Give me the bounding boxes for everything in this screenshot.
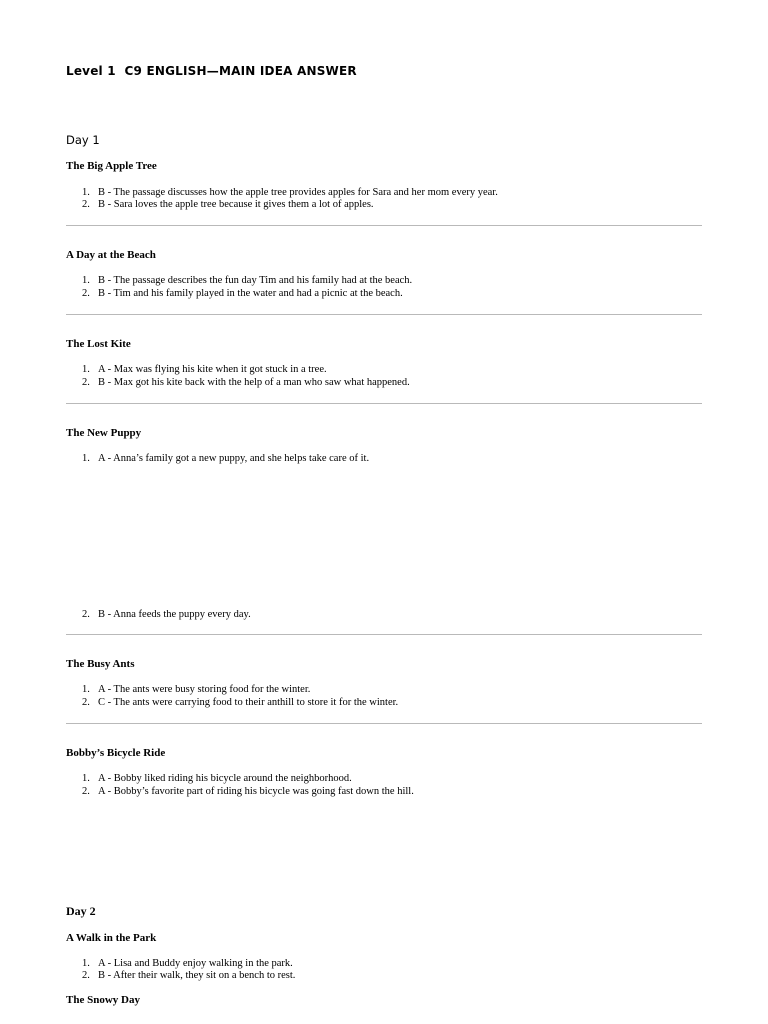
section-title: The Big Apple Tree bbox=[66, 160, 157, 172]
item-text: B - The passage describes the fun day Tim and his family had at the beach. bbox=[98, 275, 413, 286]
section-title: Bobby’s Bicycle Ride bbox=[66, 747, 166, 759]
item-text: A - Bobby’s favorite part of riding his bicycle was going fast down the hill. bbox=[98, 786, 414, 797]
section-title: The Busy Ants bbox=[66, 658, 135, 670]
item-text: B - The passage discusses how the apple tree provides apples for Sara and her mom every year. bbox=[98, 187, 498, 198]
item-number: 1. bbox=[82, 958, 90, 969]
item-text: B - Max got his kite back with the help of a man who saw what happened. bbox=[98, 377, 410, 388]
item-number: 2. bbox=[82, 697, 90, 708]
answer-item bbox=[82, 377, 410, 388]
section-divider bbox=[66, 314, 702, 315]
answer-item bbox=[82, 364, 327, 375]
item-text: B - After their walk, they sit on a bench to rest. bbox=[98, 970, 296, 981]
answer-item bbox=[82, 786, 414, 797]
section-title: The New Puppy bbox=[66, 427, 142, 439]
section-divider bbox=[66, 723, 702, 724]
answer-item bbox=[82, 453, 369, 464]
item-number: 2. bbox=[82, 288, 90, 299]
document-title: Level 1 C9 ENGLISH—MAIN IDEA ANSWER bbox=[66, 64, 357, 78]
answer-item bbox=[82, 684, 310, 695]
section-title: The Snowy Day bbox=[66, 994, 140, 1006]
item-number: 1. bbox=[82, 187, 90, 198]
item-number: 1. bbox=[82, 364, 90, 375]
item-number: 1. bbox=[82, 773, 90, 784]
item-number: 2. bbox=[82, 609, 90, 620]
item-number: 2. bbox=[82, 786, 90, 797]
item-number: 2. bbox=[82, 199, 90, 210]
item-number: 2. bbox=[82, 970, 90, 981]
item-text: A - Bobby liked riding his bicycle around the neighborhood. bbox=[98, 773, 352, 784]
answer-item bbox=[82, 199, 374, 210]
section-divider bbox=[66, 634, 702, 635]
section-title: A Day at the Beach bbox=[66, 249, 156, 261]
item-text: A - Max was flying his kite when it got stuck in a tree. bbox=[98, 364, 327, 375]
section-divider bbox=[66, 403, 702, 404]
item-text: B - Tim and his family played in the water and had a picnic at the beach. bbox=[98, 288, 403, 299]
section-title: The Lost Kite bbox=[66, 338, 131, 350]
answer-item bbox=[82, 958, 293, 969]
item-text: A - Lisa and Buddy enjoy walking in the park. bbox=[98, 958, 293, 969]
day-1-heading: Day 1 bbox=[66, 133, 100, 147]
answer-item bbox=[82, 970, 295, 981]
item-number: 1. bbox=[82, 453, 90, 464]
section-title: A Walk in the Park bbox=[66, 932, 157, 944]
answer-item bbox=[82, 609, 251, 620]
item-text: A - The ants were busy storing food for the winter. bbox=[98, 684, 311, 695]
answer-item bbox=[82, 697, 398, 708]
answer-item bbox=[82, 275, 412, 286]
answer-item bbox=[82, 288, 403, 299]
item-text: A - Anna’s family got a new puppy, and she helps take care of it. bbox=[98, 453, 370, 464]
day-2-heading: Day 2 bbox=[66, 904, 96, 918]
item-text: C - The ants were carrying food to their anthill to store it for the winter. bbox=[98, 697, 399, 708]
item-number: 1. bbox=[82, 684, 90, 695]
section-divider bbox=[66, 225, 702, 226]
item-number: 1. bbox=[82, 275, 90, 286]
item-number: 2. bbox=[82, 377, 90, 388]
item-text: B - Sara loves the apple tree because it gives them a lot of apples. bbox=[98, 199, 374, 210]
item-text: B - Anna feeds the puppy every day. bbox=[98, 609, 251, 620]
answer-item bbox=[82, 773, 352, 784]
answer-item bbox=[82, 187, 498, 198]
